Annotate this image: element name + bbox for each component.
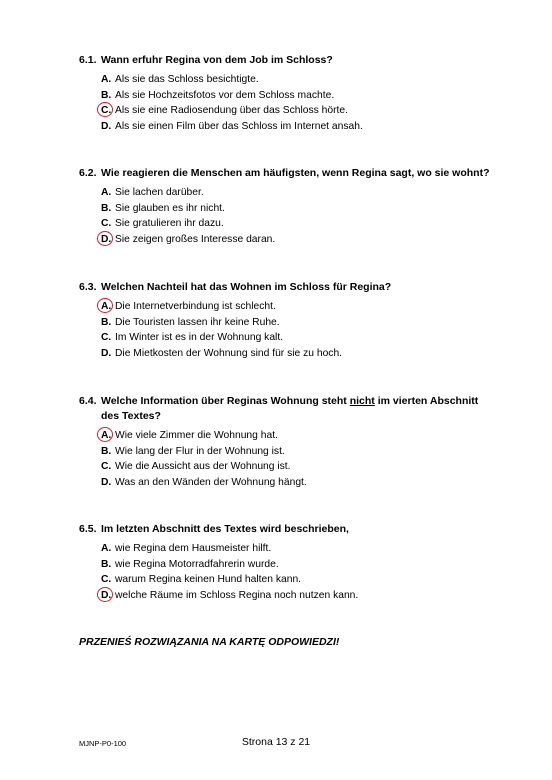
answer-options [79, 72, 499, 134]
option-b [79, 444, 499, 460]
question-6-4 [79, 394, 499, 490]
option-letter: C. [101, 332, 112, 344]
option-text: Sie gratulieren ihr dazu. [115, 218, 224, 230]
option-b [79, 315, 499, 331]
option-letter: C. [101, 218, 112, 230]
answer-circle-mark [97, 587, 113, 602]
option-c [79, 216, 499, 232]
option-letter: D. [101, 120, 112, 132]
option-a [79, 299, 499, 315]
option-letter: A. [101, 301, 115, 312]
option-a [79, 72, 499, 88]
question-text: Wie reagieren die Menschen am häufigsten, wenn Regina sagt, wo sie wohnt? [101, 167, 490, 179]
option-d [79, 119, 499, 135]
option-letter: A. [101, 543, 112, 555]
option-text: Die Touristen lassen ihr keine Ruhe. [115, 316, 280, 328]
answer-circle-mark [97, 231, 113, 246]
option-letter: A. [101, 74, 112, 86]
option-b [79, 88, 499, 104]
exam-code: MJNP-P0-100 [79, 739, 127, 748]
option-text: Die Internetverbindung ist schlecht. [115, 301, 276, 313]
option-letter: D. [101, 347, 112, 359]
option-letter: D. [101, 234, 115, 245]
option-c [79, 103, 499, 119]
option-d [79, 346, 499, 362]
question-heading [79, 394, 499, 424]
question-heading [79, 53, 499, 68]
question-heading [79, 280, 499, 295]
option-text: warum Regina keinen Hund halten kann. [115, 574, 302, 586]
option-b [79, 557, 499, 573]
option-text: Wie viele Zimmer die Wohnung hat. [115, 430, 278, 442]
question-6-3 [79, 280, 499, 361]
option-d [79, 232, 499, 248]
option-letter: A. [101, 430, 115, 441]
answer-options [79, 299, 499, 361]
option-text: Wie lang der Flur in der Wohnung ist. [115, 445, 285, 457]
underlined-word: nicht [349, 395, 375, 407]
question-6-1 [79, 53, 499, 134]
option-text: Die Mietkosten der Wohnung sind für sie zu hoch. [115, 347, 343, 359]
option-letter: B. [101, 316, 112, 328]
option-d [79, 588, 499, 604]
option-c [79, 572, 499, 588]
option-letter: C. [101, 574, 112, 586]
option-text: Sie glauben es ihr nicht. [115, 202, 225, 214]
question-6-5 [79, 522, 499, 603]
question-text: Wann erfuhr Regina von dem Job im Schloss? [101, 54, 333, 66]
question-heading [79, 166, 499, 181]
option-text: Als sie das Schloss besichtigte. [115, 74, 259, 86]
question-text: Welchen Nachteil hat das Wohnen im Schloss für Regina? [101, 281, 392, 293]
answer-options [79, 428, 499, 490]
option-letter: B. [101, 445, 112, 457]
option-letter: A. [101, 187, 112, 199]
option-letter: D. [101, 476, 112, 488]
option-c [79, 459, 499, 475]
option-letter: C. [101, 105, 115, 116]
question-heading [79, 522, 499, 537]
option-letter: B. [101, 558, 112, 570]
option-a [79, 541, 499, 557]
option-text: Als sie einen Film über das Schloss im Internet ansah. [115, 120, 363, 132]
option-a [79, 428, 499, 444]
answer-options [79, 541, 499, 603]
option-text: wie Regina Motorradfahrerin wurde. [115, 558, 279, 570]
answer-options [79, 185, 499, 247]
option-text: Sie zeigen großes Interesse daran. [115, 233, 276, 245]
option-c [79, 330, 499, 346]
transfer-answers-instruction: PRZENIEŚ ROZWIĄZANIA NA KARTĘ ODPOWIEDZI! [79, 636, 340, 648]
question-text: Im letzten Abschnitt des Textes wird beschrieben, [101, 523, 349, 535]
page-number: Strona 13 z 21 [241, 736, 311, 748]
option-text: Was an den Wänden der Wohnung hängt. [115, 476, 307, 488]
option-text: Als sie eine Radiosendung über das Schloss hörte. [115, 105, 348, 117]
question-number: 6.3. [79, 281, 97, 293]
question-number: 6.2. [79, 167, 97, 179]
question-number: 6.4. [79, 395, 97, 407]
question-number: 6.5. [79, 523, 97, 535]
option-text: Wie die Aussicht aus der Wohnung ist. [115, 461, 291, 473]
option-letter: B. [101, 202, 112, 214]
option-letter: D. [101, 590, 115, 601]
option-text: wie Regina dem Hausmeister hilft. [115, 543, 272, 555]
question-number: 6.1. [79, 54, 97, 66]
question-6-2 [79, 166, 499, 247]
option-a [79, 185, 499, 201]
option-d [79, 475, 499, 491]
option-text: Sie lachen darüber. [115, 187, 204, 199]
option-letter: B. [101, 89, 112, 101]
option-letter: C. [101, 461, 112, 473]
question-text: Welche Information über Reginas Wohnung steht nicht im vierten Abschnitt des Textes? [101, 395, 479, 422]
option-text: Als sie Hochzeitsfotos vor dem Schloss machte. [115, 89, 335, 101]
option-text: welche Räume im Schloss Regina noch nutzen kann. [115, 589, 359, 601]
option-b [79, 201, 499, 217]
option-text: Im Winter ist es in der Wohnung kalt. [115, 332, 284, 344]
